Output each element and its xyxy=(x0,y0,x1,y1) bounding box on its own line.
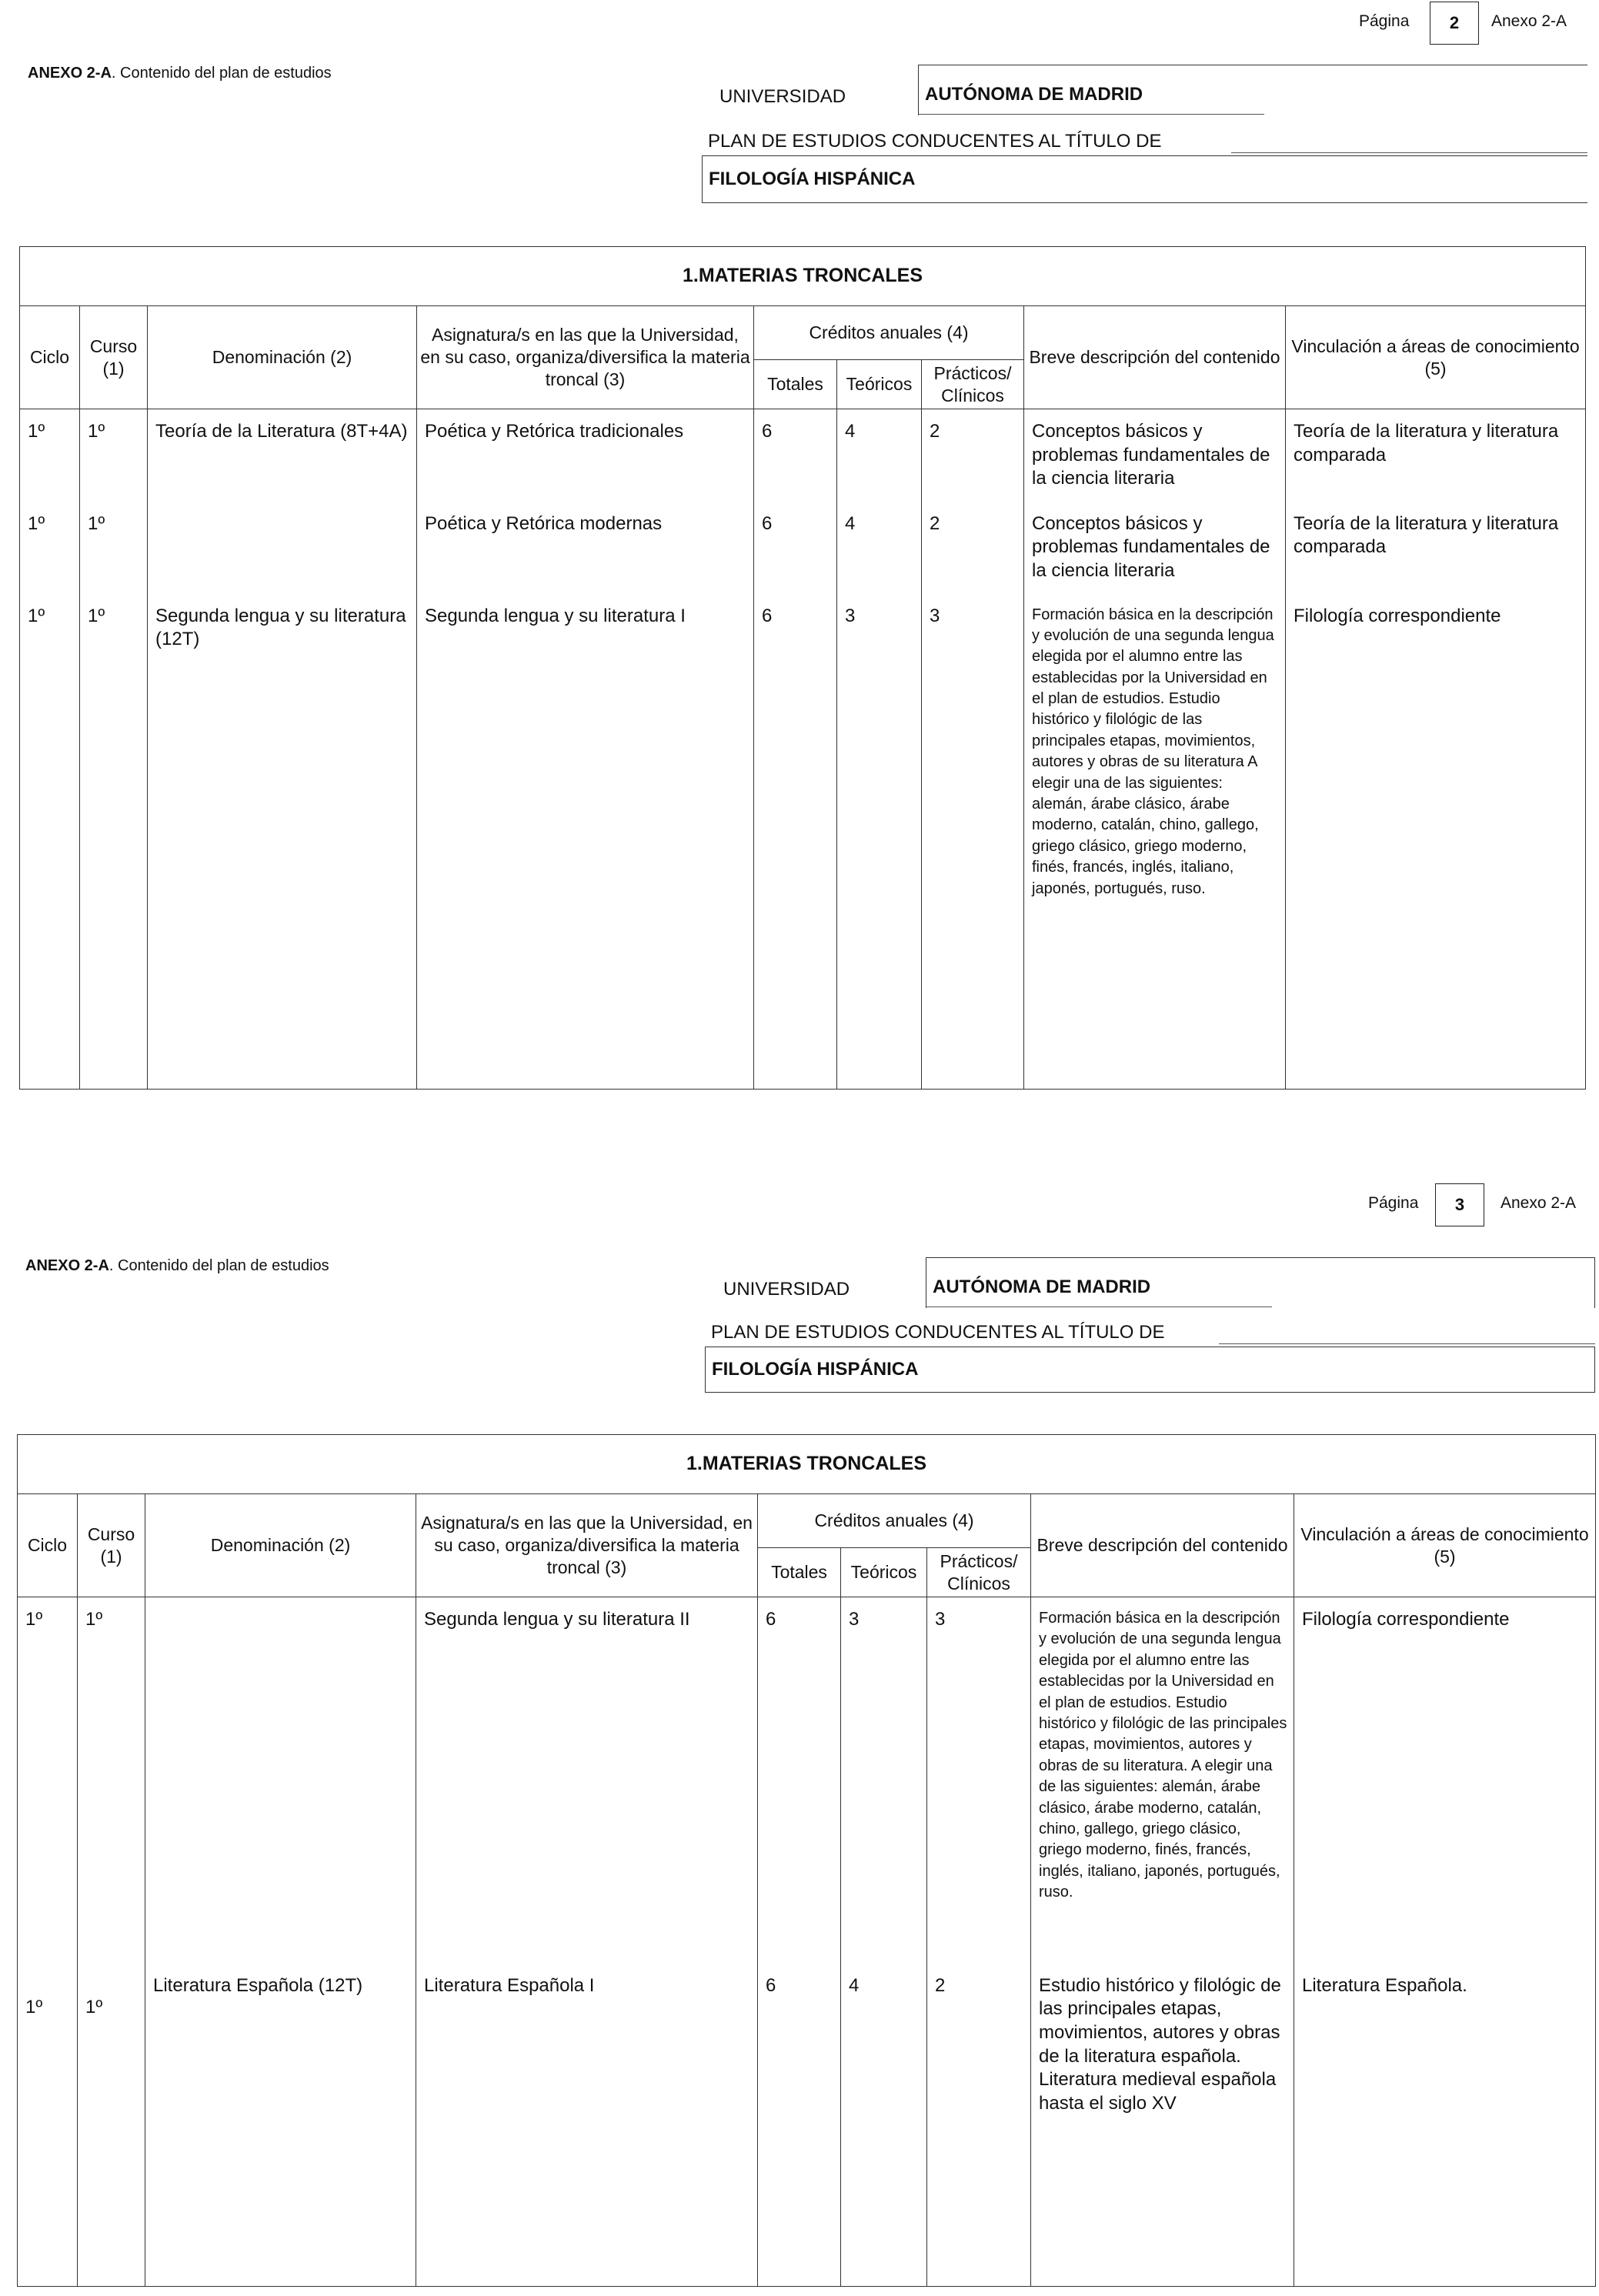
header-asignaturas: Asignatura/s en las que la Universidad, en su caso, organiza/diversifica la materia troncal (3) xyxy=(416,1494,758,1597)
header-denominacion: Denominación (2) xyxy=(148,306,417,409)
cell-curso: 1º xyxy=(80,409,148,502)
page-label: Página xyxy=(1359,12,1410,30)
cell-descripcion: Conceptos básicos y problemas fundamentales de la ciencia literaria xyxy=(1024,409,1286,502)
university-label: UNIVERSIDAD xyxy=(723,1279,850,1300)
annex-title-rest: . Contenido del plan de estudios xyxy=(111,65,332,82)
header-practicos: Prácticos/ Clínicos xyxy=(927,1548,1031,1597)
cell-teoricos: 4 xyxy=(837,409,922,502)
cell-vinculacion: Literatura Española. xyxy=(1294,1964,1596,2287)
annex-title xyxy=(28,65,332,82)
cell-teoricos: 3 xyxy=(837,594,922,1090)
cell-descripcion: Formación básica en la descripción y evolución de una segunda lengua elegida por el alumno entre las establecidas por la Universidad en el plan de estudios. Estudio histórico y filológic de las principales etapas, movimientos, autores y obras de su literatura A elegir una de las siguientes: alemán, árabe clásico, árabe moderno, catalán, chino, gallego, griego clásico, griego moderno, finés, francés, inglés, italiano, japonés, portugués, ruso. xyxy=(1024,594,1286,1090)
header-totales: Totales xyxy=(754,360,837,409)
page-number: 3 xyxy=(1435,1183,1484,1226)
cell-descripcion: Formación básica en la descripción y evolución de una segunda lengua elegida por el alumno entre las establecidas por la Universidad en el plan de estudios. Estudio histórico y filológic de las principales etapas, movimientos, autores y obras de su literatura. A elegir una de las siguientes: alemán, árabe clásico, árabe moderno, catalán, chino, gallego, griego clásico, griego moderno, finés, francés, inglés, italiano, japonés, portugués, ruso. xyxy=(1031,1597,1294,1964)
cell-totales: 6 xyxy=(758,1597,841,1964)
table-title: 1.MATERIAS TRONCALES xyxy=(18,1435,1596,1494)
cell-practicos: 2 xyxy=(922,409,1024,502)
cell-practicos: 2 xyxy=(927,1964,1031,2287)
cell-denominacion: Literatura Española (12T) xyxy=(145,1964,416,2287)
header-ciclo: Ciclo xyxy=(18,1494,78,1597)
cell-denominacion xyxy=(145,1597,416,1964)
page-number: 2 xyxy=(1430,2,1479,45)
materias-troncales-table xyxy=(19,246,1586,1090)
header-creditos: Créditos anuales (4) xyxy=(758,1494,1031,1548)
cell-ciclo: 1º xyxy=(18,1597,78,1964)
header-vinculacion: Vinculación a áreas de conocimiento (5) xyxy=(1286,306,1586,409)
document-page-2 xyxy=(0,0,1599,1131)
cell-vinculacion: Filología correspondiente xyxy=(1294,1597,1596,1964)
header-curso: Curso (1) xyxy=(78,1494,145,1597)
cell-asignatura: Literatura Española I xyxy=(416,1964,758,2287)
university-label: UNIVERSIDAD xyxy=(719,86,846,107)
annex-title-rest: . Contenido del plan de estudios xyxy=(108,1257,329,1274)
page-label: Página xyxy=(1368,1194,1419,1212)
cell-denominacion xyxy=(148,502,417,594)
header-ciclo: Ciclo xyxy=(20,306,80,409)
header-practicos: Prácticos/ Clínicos xyxy=(922,360,1024,409)
cell-ciclo: 1º xyxy=(20,594,80,1090)
cell-totales: 6 xyxy=(754,594,837,1090)
annex-label: Anexo 2-A xyxy=(1491,12,1567,30)
annex-title-bold: ANEXO 2-A xyxy=(28,65,112,82)
cell-teoricos: 4 xyxy=(837,502,922,594)
materias-troncales-table xyxy=(17,1434,1596,2287)
plan-label: PLAN DE ESTUDIOS CONDUCENTES AL TÍTULO DE xyxy=(711,1322,1165,1343)
annex-title xyxy=(25,1257,329,1275)
cell-curso: 1º xyxy=(80,594,148,1090)
cell-asignatura: Segunda lengua y su literatura I xyxy=(417,594,754,1090)
cell-denominacion: Teoría de la Literatura (8T+4A) xyxy=(148,409,417,502)
cell-ciclo: 1º xyxy=(20,502,80,594)
header-vinculacion: Vinculación a áreas de conocimiento (5) xyxy=(1294,1494,1596,1597)
cell-practicos: 2 xyxy=(922,502,1024,594)
cell-asignatura: Poética y Retórica tradicionales xyxy=(417,409,754,502)
document-page-3 xyxy=(0,1162,1599,2296)
cell-descripcion: Conceptos básicos y problemas fundamentales de la ciencia literaria xyxy=(1024,502,1286,594)
cell-teoricos: 3 xyxy=(841,1597,927,1964)
cell-vinculacion: Teoría de la literatura y literatura comparada xyxy=(1286,409,1586,502)
plan-label-line xyxy=(1219,1343,1595,1344)
table-row xyxy=(20,409,1586,502)
cell-practicos: 3 xyxy=(922,594,1024,1090)
cell-asignatura: Segunda lengua y su literatura II xyxy=(416,1597,758,1964)
header-descripcion: Breve descripción del contenido xyxy=(1024,306,1286,409)
plan-label-line xyxy=(1231,152,1587,153)
header-creditos: Créditos anuales (4) xyxy=(754,306,1024,360)
header-totales: Totales xyxy=(758,1548,841,1597)
table-row xyxy=(20,594,1586,1090)
cell-totales: 6 xyxy=(754,502,837,594)
annex-title-bold: ANEXO 2-A xyxy=(25,1257,109,1274)
header-descripcion: Breve descripción del contenido xyxy=(1031,1494,1294,1597)
table-row xyxy=(18,1597,1596,1964)
cell-curso: 1º xyxy=(80,502,148,594)
cell-practicos: 3 xyxy=(927,1597,1031,1964)
cell-denominacion: Segunda lengua y su literatura (12T) xyxy=(148,594,417,1090)
university-value: AUTÓNOMA DE MADRID xyxy=(918,65,1587,115)
cell-totales: 6 xyxy=(758,1964,841,2287)
table-row xyxy=(18,1964,1596,2287)
cell-vinculacion: Filología correspondiente xyxy=(1286,594,1586,1090)
cell-ciclo: 1º xyxy=(20,409,80,502)
header-teoricos: Teóricos xyxy=(841,1548,927,1597)
header-teoricos: Teóricos xyxy=(837,360,922,409)
annex-label: Anexo 2-A xyxy=(1501,1194,1577,1212)
plan-label: PLAN DE ESTUDIOS CONDUCENTES AL TÍTULO DE xyxy=(708,131,1162,152)
header-curso: Curso (1) xyxy=(80,306,148,409)
cell-totales: 6 xyxy=(754,409,837,502)
university-underline xyxy=(918,114,1264,115)
plan-value: FILOLOGÍA HISPÁNICA xyxy=(705,1347,1595,1393)
cell-ciclo: 1º xyxy=(18,1964,78,2287)
cell-asignatura: Poética y Retórica modernas xyxy=(417,502,754,594)
header-asignaturas: Asignatura/s en las que la Universidad, en su caso, organiza/diversifica la materia troncal (3) xyxy=(417,306,754,409)
cell-curso: 1º xyxy=(78,1597,145,1964)
cell-descripcion: Estudio histórico y filológic de las principales etapas, movimientos, autores y obras de la literatura española. Literatura medieval española hasta el siglo XV xyxy=(1031,1964,1294,2287)
header-denominacion: Denominación (2) xyxy=(145,1494,416,1597)
table-row xyxy=(20,502,1586,594)
cell-vinculacion: Teoría de la literatura y literatura comparada xyxy=(1286,502,1586,594)
university-value: AUTÓNOMA DE MADRID xyxy=(926,1257,1595,1308)
table-title: 1.MATERIAS TRONCALES xyxy=(20,247,1586,306)
cell-teoricos: 4 xyxy=(841,1964,927,2287)
plan-value: FILOLOGÍA HISPÁNICA xyxy=(702,155,1587,203)
cell-curso: 1º xyxy=(78,1964,145,2287)
